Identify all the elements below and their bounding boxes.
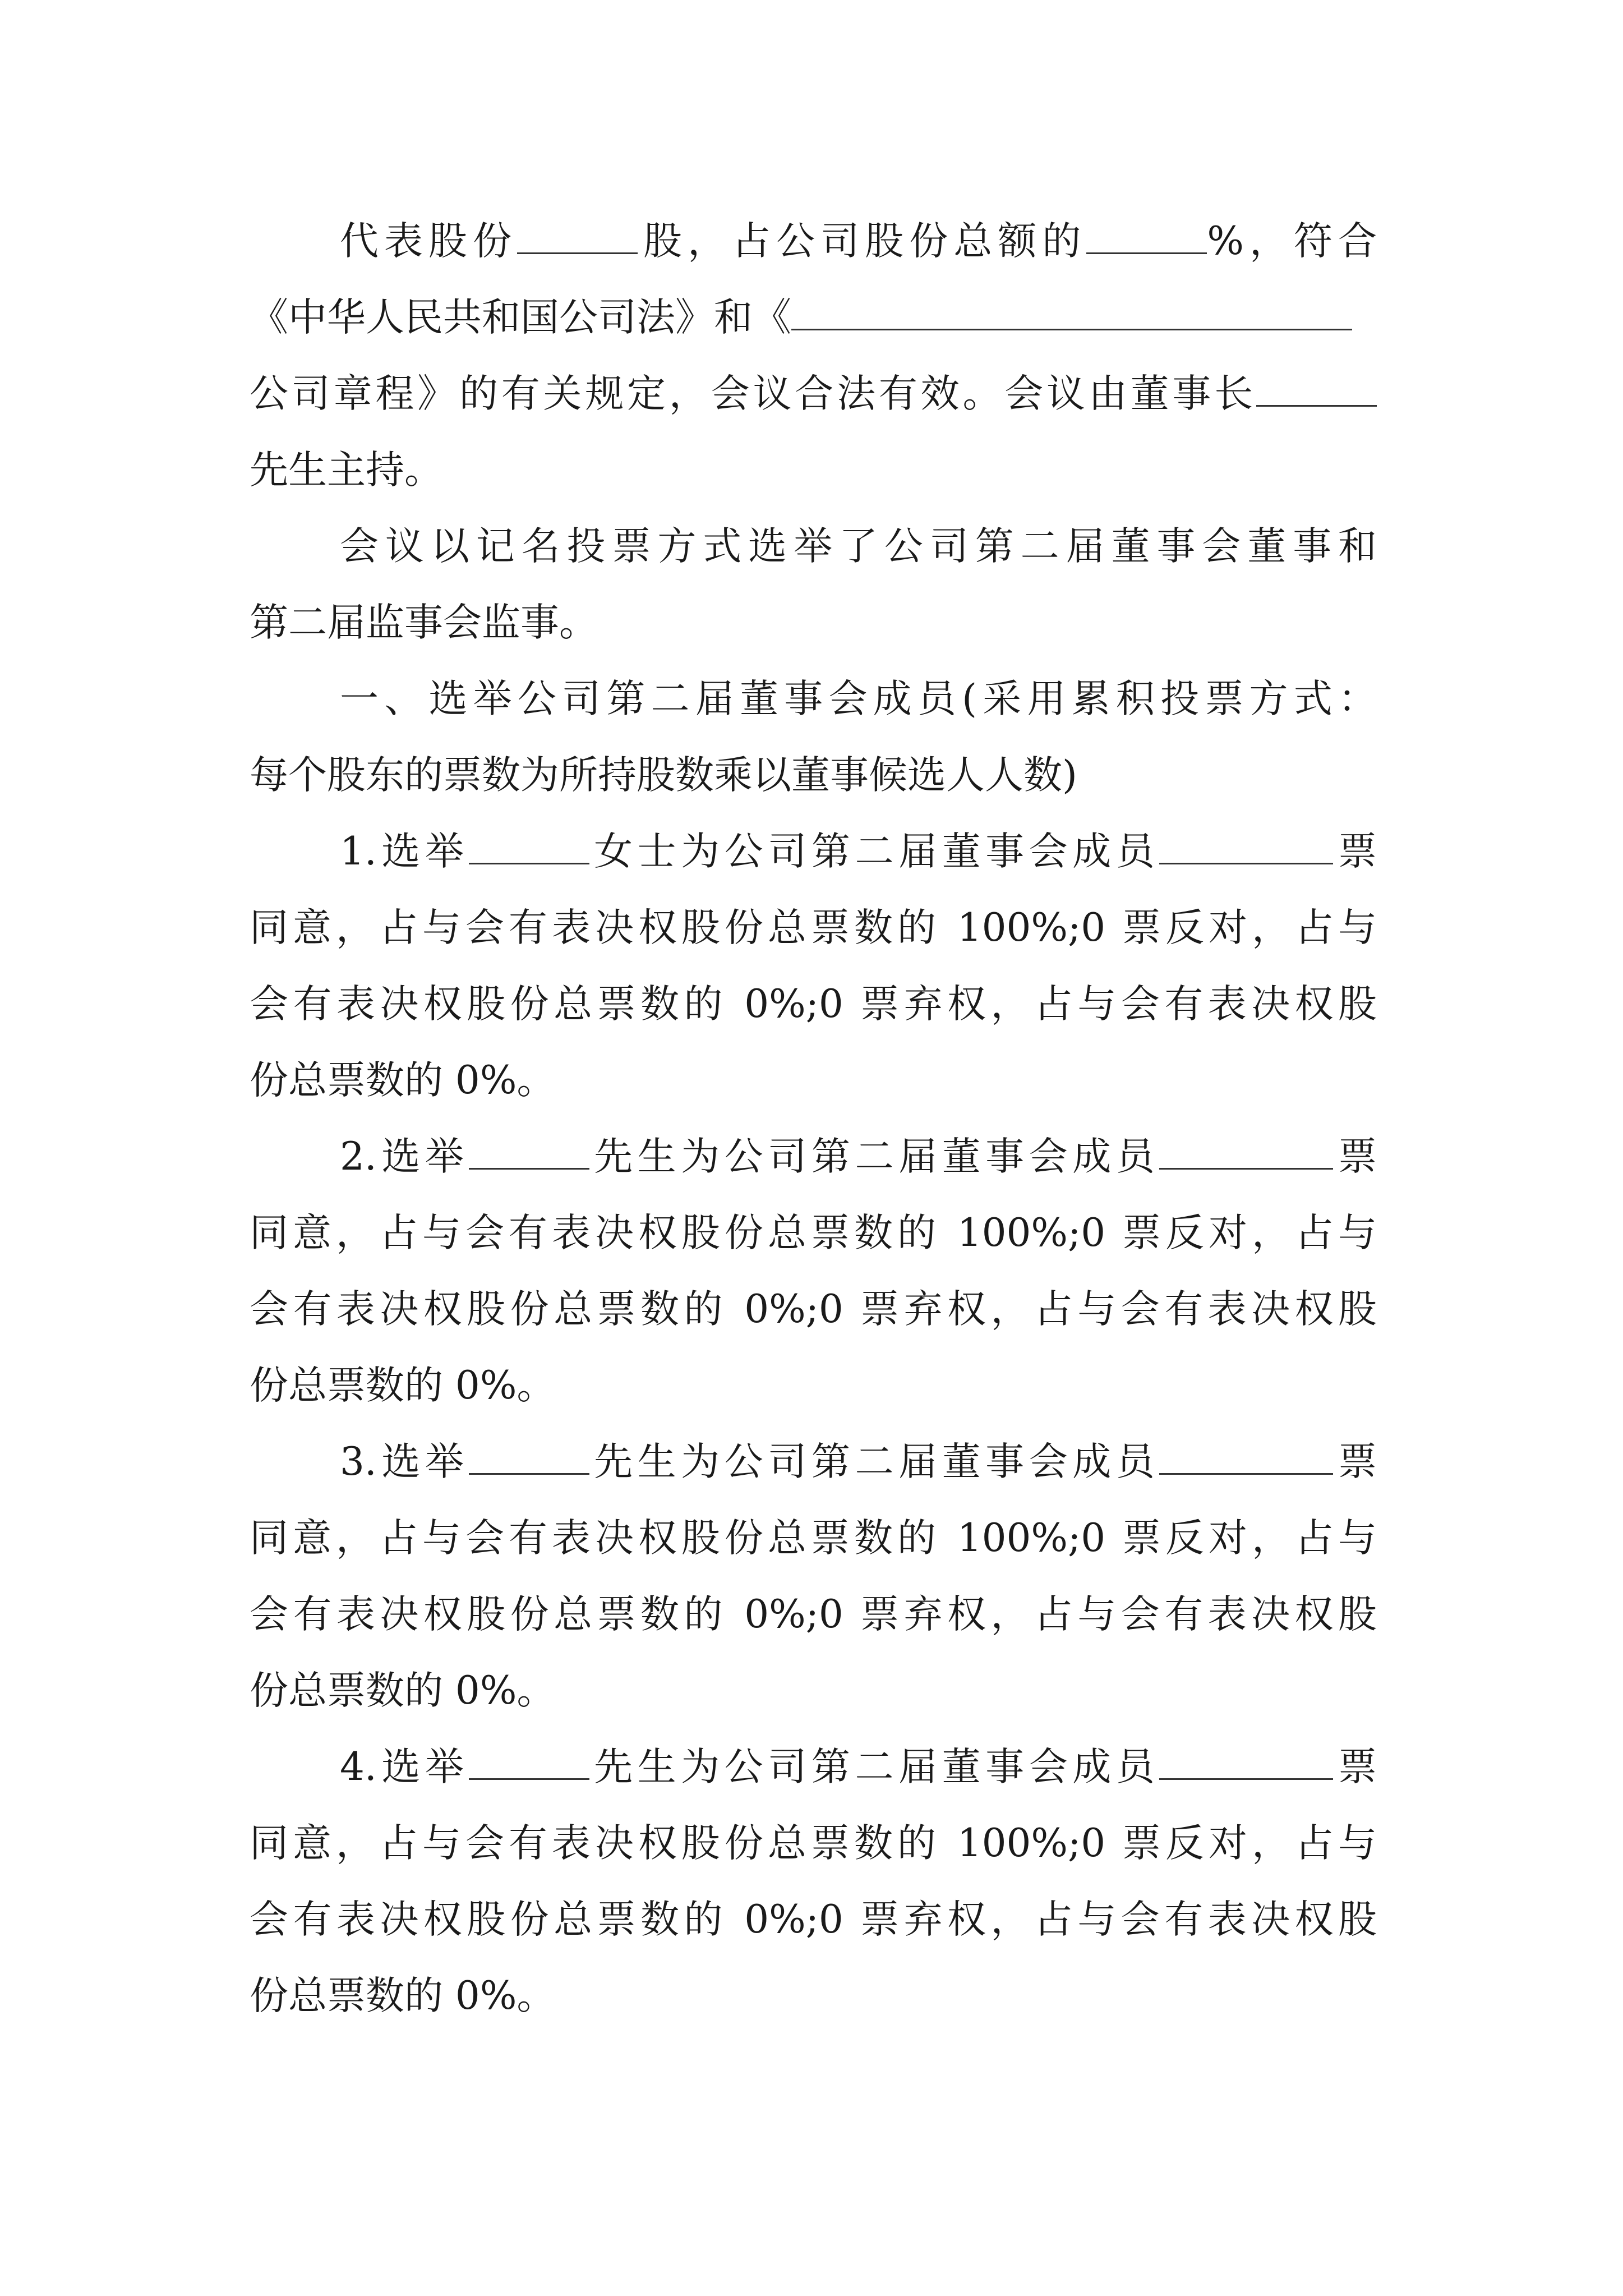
text: 先生为公司第二届董事会成员 <box>589 1745 1160 1789</box>
blank-votes <box>1159 1742 1333 1780</box>
text: 一、选举公司第二届董事会成员(采用累积投票方式： <box>340 677 1377 721</box>
item-2-line-1 <box>340 1126 1377 1188</box>
blank-chairman <box>1256 369 1377 407</box>
item-3-line-1 <box>340 1431 1377 1493</box>
text: 代表股份 <box>340 219 518 264</box>
paragraph-1-line-3 <box>250 363 1377 425</box>
blank-shares <box>517 217 638 254</box>
text: 会有表决权股份总票数的 0%;0 票弃权，占与会有表决权股 <box>250 1897 1377 1942</box>
blank-company-name <box>791 293 1352 330</box>
item-2-line-3 <box>250 1278 1377 1340</box>
item-number: 4.选举 <box>340 1745 469 1789</box>
item-4-line-1 <box>340 1736 1377 1798</box>
paragraph-1-line-2 <box>250 287 1377 348</box>
blank-votes <box>1159 1132 1333 1170</box>
item-number: 2.选举 <box>340 1134 469 1179</box>
text: 票 <box>1333 829 1377 874</box>
text: 票 <box>1333 1439 1377 1484</box>
item-number: 1.选举 <box>340 829 469 874</box>
blank-name <box>469 1437 589 1475</box>
paragraph-2-line-2 <box>250 592 1377 654</box>
text: 会有表决权股份总票数的 0%;0 票弃权，占与会有表决权股 <box>250 1287 1377 1332</box>
item-4-line-2 <box>250 1812 1377 1874</box>
blank-name <box>469 1742 589 1780</box>
item-1-line-2 <box>250 897 1377 959</box>
item-2-line-2 <box>250 1202 1377 1264</box>
item-3-line-2 <box>250 1507 1377 1569</box>
paragraph-2-line-1 <box>340 516 1377 577</box>
item-number: 3.选举 <box>340 1439 469 1484</box>
text: 先生主持。 <box>250 448 443 493</box>
section-heading-line-1 <box>340 668 1377 730</box>
item-3-line-4 <box>250 1660 1377 1722</box>
blank-votes <box>1159 827 1333 864</box>
text: 女士为公司第二届董事会成员 <box>589 829 1160 874</box>
text: 会有表决权股份总票数的 0%;0 票弃权，占与会有表决权股 <box>250 982 1377 1027</box>
blank-name <box>469 827 589 864</box>
text: 同意，占与会有表决权股份总票数的 100%;0 票反对，占与 <box>250 1516 1377 1561</box>
text: 份总票数的 0%。 <box>250 1668 556 1713</box>
text: 同意，占与会有表决权股份总票数的 100%;0 票反对，占与 <box>250 1211 1377 1255</box>
text: 每个股东的票数为所持股数乘以董事候选人人数) <box>250 753 1077 798</box>
item-4-line-4 <box>250 1965 1377 2027</box>
text: 份总票数的 0%。 <box>250 1363 556 1408</box>
text: 同意，占与会有表决权股份总票数的 100%;0 票反对，占与 <box>250 1821 1377 1866</box>
item-1-line-1 <box>340 821 1377 882</box>
item-2-line-4 <box>250 1355 1377 1416</box>
text: 会有表决权股份总票数的 0%;0 票弃权，占与会有表决权股 <box>250 1592 1377 1637</box>
item-1-line-4 <box>250 1050 1377 1111</box>
text: 票 <box>1333 1745 1377 1789</box>
text: 份总票数的 0%。 <box>250 1058 556 1103</box>
item-3-line-3 <box>250 1584 1377 1645</box>
text: 股，占公司股份总额的 <box>638 219 1087 264</box>
section-heading-line-2 <box>250 744 1377 806</box>
blank-name <box>469 1132 589 1170</box>
text: 同意，占与会有表决权股份总票数的 100%;0 票反对，占与 <box>250 905 1377 950</box>
text: 先生为公司第二届董事会成员 <box>589 1134 1160 1179</box>
text: 会议以记名投票方式选举了公司第二届董事会董事和 <box>340 524 1377 569</box>
blank-percent <box>1086 217 1207 254</box>
text: 份总票数的 0%。 <box>250 1973 556 2018</box>
text: 第二届监事会监事。 <box>250 600 598 645</box>
text: 票 <box>1333 1134 1377 1179</box>
paragraph-1-line-1 <box>340 210 1377 272</box>
item-4-line-3 <box>250 1889 1377 1950</box>
text: 公司章程》的有关规定，会议合法有效。会议由董事长 <box>250 371 1256 416</box>
text: 《中华人民共和国公司法》和《 <box>250 295 791 340</box>
text: %，符合 <box>1207 219 1377 264</box>
blank-votes <box>1159 1437 1333 1475</box>
item-1-line-3 <box>250 973 1377 1035</box>
text: 先生为公司第二届董事会成员 <box>589 1439 1160 1484</box>
paragraph-1-line-4 <box>250 439 1377 501</box>
